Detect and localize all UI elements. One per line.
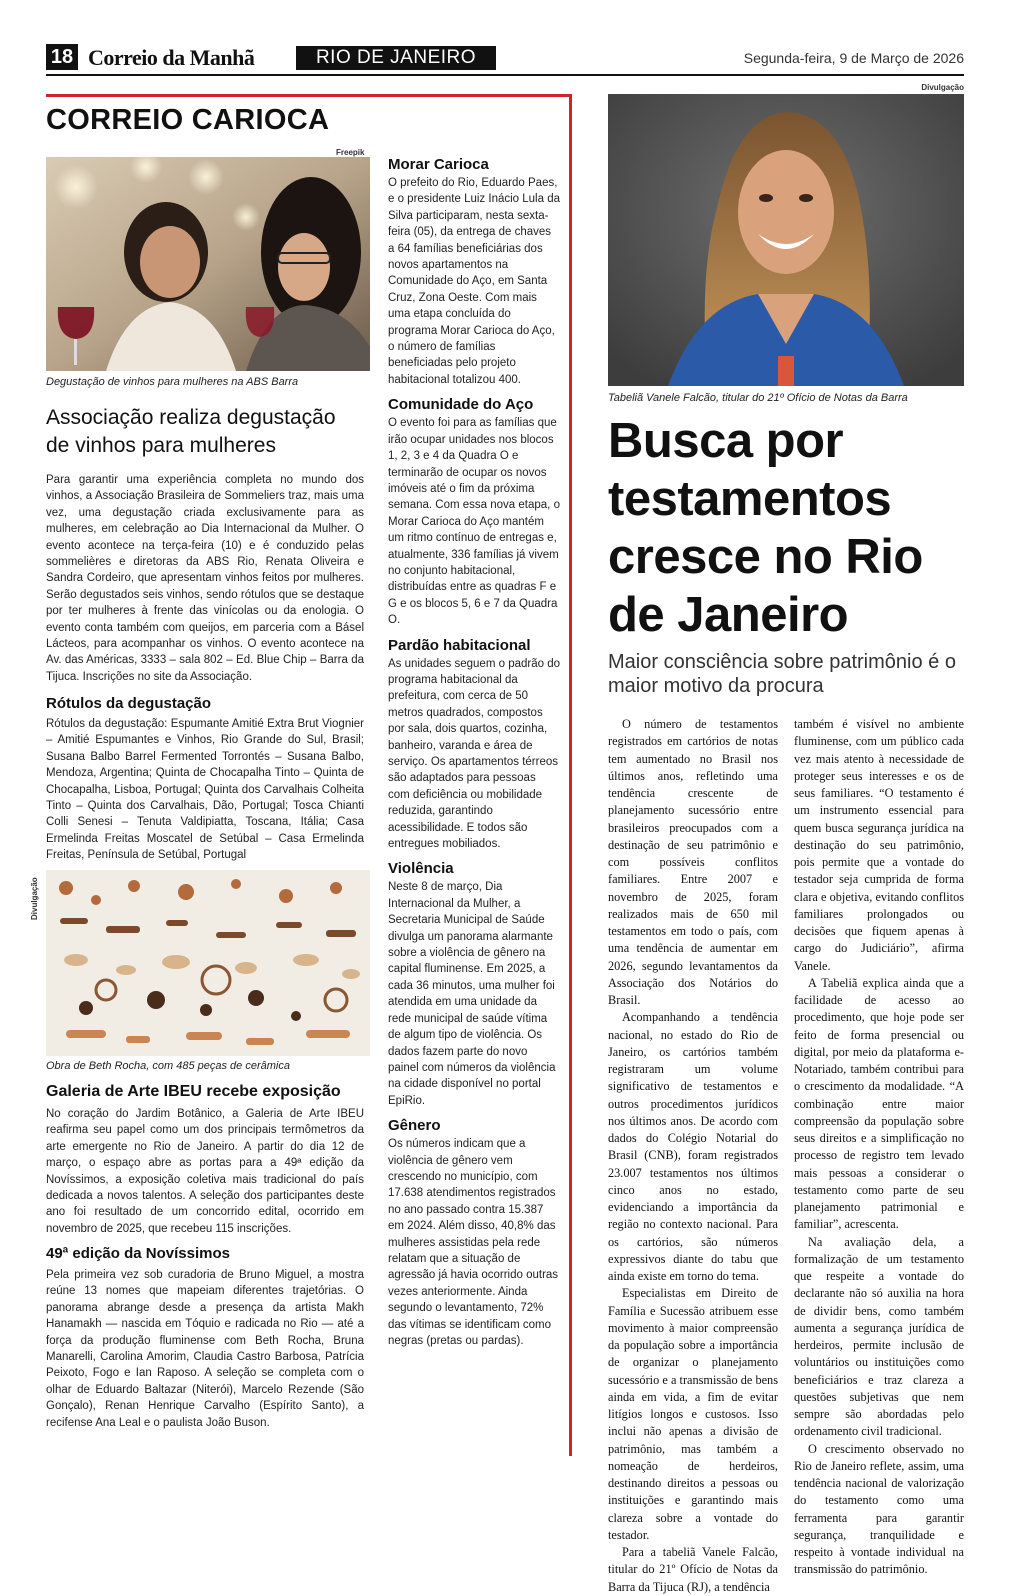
- column-subheading: Morar Carioca: [388, 156, 489, 173]
- masthead: Correio da Manhã: [88, 45, 255, 70]
- main-headline: Busca por testamentos cresce no Rio de Janeiro: [608, 414, 923, 642]
- story-body: Pela primeira vez sob curadoria de Bruno Miguel, a mostra reúne 13 nomes que mapeiam diferentes trajetórias. O panorama abrange desde a presença da artista Makh Hanamakh — nascida em Tóquio e radicada no Rio — até a força da produção fluminense com Beth Rocha, Bruna Manarelli, Carolina Amorim, Claudia Castro Barbosa, Patrícia Peixoto, Fogo e Ian Raposo. A seleção se completa com o olhar de Eduardo Baltazar (Niterói), Marcelo Rezende (São Gonçalo), Renan Henrique Carvalho (Espírito Santo), a recifense Ana Leal e o paulista João Buson.: [46, 1269, 364, 1429]
- news-column: [388, 156, 560, 1349]
- ceramics-artwork-photo: [46, 870, 370, 1056]
- article-paragraph: O número de testamentos registrados em cartórios de notas tem aumentado no Brasil nos últimos anos, refletindo uma tendência crescente de planejamento sucessório entre brasileiros preocupados com a destinação de seu patrimônio e com possíveis conflitos familiares. Entre 2007 e novembro de 2025, foram realizados mais de 650 mil testamentos em todo o país, com uma tendência de aumentar em 2026, segundo levantamentos da Associação dos Notários do Brasil.: [608, 717, 778, 1007]
- article-column: [794, 716, 964, 1579]
- column-text: Os números indicam que a violência de gênero vem crescendo no município, com 17.638 atendimentos registrados no ano passado contra 15.387 em 2024. Além disso, 40,8% das mulheres assistidas pela rede relatam que a situação de agressão já havia ocorrido outras vezes anteriormente. Ainda segundo o levantamento, 72% das vítimas se identificam como negras (pretas ou pardas).: [388, 1138, 559, 1347]
- story-headline: Galeria de Arte IBEU recebe exposição: [46, 1083, 341, 1100]
- article-paragraph: também é visível no ambiente fluminense, com um público cada vez mais atento à necessidade de proteger seus interesses e os de seus familiares. “O testamento é um instrumento essencial para quem busca segurança jurídica na destinação do seu patrimônio, pois permite que a vontade do testador seja cumprida de forma clara e objetiva, evitando conflitos familiares prolongados ou decisões que fiquem apenas à cargo do Judiciário”, afirma Vanele.: [794, 717, 964, 973]
- page-number: 18: [46, 44, 78, 70]
- article-paragraph: A Tabeliã explica ainda que a facilidade de acesso ao procedimento, que hoje pode ser feito de forma presencial ou digital, por meio da plataforma e-Notariado, também contribui para o crescimento da modalidade. “A combinação entre maior compreensão da população sobre seus direitos e a simplificação no processo de registro tem levado mais pessoas a considerar o testamento como parte de seu planejamento patrimonial e familiar”, acrescenta.: [794, 975, 964, 1232]
- story-subheading: 49ª edição da Novíssimos: [46, 1245, 230, 1262]
- article-paragraph: Acompanhando a tendência nacional, no estado do Rio de Janeiro, os cartórios também registraram um volume significativo de testamentos e outros procedimentos jurídicos nos últimos anos. De acordo com dados do Colégio Notarial do Brasil (CNB), foram registrados 23.007 testamentos nos últimos cinco anos no estado, evidenciando a importância da região no contexto nacional. Para os cartórios, são números expressivos diante do tabu que ainda existe em torno do tema.: [608, 1010, 778, 1283]
- photo-caption: Obra de Beth Rocha, com 485 peças de cerâmica: [46, 1060, 290, 1072]
- story-body: No coração do Jardim Botânico, a Galeria de Arte IBEU reafirma seu papel como um dos principais termômetros da arte emergente no Rio de Janeiro. A partir do dia 12 de março, o espaço abre as portas para a 49ª edição da Novíssimos, a exposição coletiva mais tradicional do país dedicada a novos talentos. A seleção dos participantes deste ano foi resultado de um concorrido edital, ocorrido em novembro de 2025, que recebeu 115 inscrições.: [46, 1108, 364, 1235]
- story-headline: Associação realiza degustação de vinhos para mulheres: [46, 406, 336, 457]
- column-text: Neste 8 de março, Dia Internacional da Mulher, a Secretaria Municipal de Saúde divulga um panorama alarmante sobre a violência de gênero na capital fluminense. Em 2025, a cada 36 minutos, uma mulher foi atendida em uma unidade da rede municipal de saúde vítima de algum tipo de violência. Os dados fazem parte do novo painel com números da violência na cidade disponível no portal EpiRio.: [388, 881, 556, 1107]
- article-paragraph: Especialistas em Direito de Família e Sucessão atribuem esse movimento à maior compreensão da população sobre a importância de organizar o planejamento sucessório e a transmissão de bens ainda em vida, a fim de evitar litígios longos e custosos. Isso inclui não apenas a divisão de patrimônio, mas também a nomeação de herdeiros, destinando direitos a pessoas ou instituições e garantindo mais clareza sobre a vontade do testador.: [608, 1286, 778, 1542]
- column-text: O prefeito do Rio, Eduardo Paes, e o presidente Luiz Inácio Lula da Silva participaram, nesta sexta-feira (05), da entrega de chaves a 64 famílias beneficiárias dos novos apartamentos na Comunidade do Aço, em Santa Cruz, Zona Oeste. Com mais uma etapa concluída do programa Morar Carioca do Aço, o número de famílias beneficiadas pelo projeto habitacional totalizou 400.: [388, 177, 560, 386]
- headline-deck: Maior consciência sobre patrimônio é o maior motivo da procura: [608, 651, 956, 697]
- photo-credit: Freepik: [336, 148, 365, 157]
- section-label: RIO DE JANEIRO: [296, 46, 496, 70]
- article-paragraph: Na avaliação dela, a formalização de um testamento que respeite a vontade do declarante não só auxilia na hora de dividir bens, como também aumenta a segurança jurídica de herdeiros, permite inclusão de voluntários ou instituições como beneficiários e traz clareza a questões subjetivas que nem sempre são abordadas pelo ordenamento civil tradicional.: [794, 1234, 964, 1439]
- column-subheading: Violência: [388, 860, 454, 878]
- portrait-photo: [608, 94, 964, 386]
- issue-date: Segunda-feira, 9 de Março de 2026: [743, 50, 964, 66]
- column-text: As unidades seguem o padrão do programa habitacional da prefeitura, com cerca de 50 metros quadrados, compostos por sala, dois quartos, cozinha, banheiro, varanda e área de serviço. Os apartamentos térreos são adaptados para pessoas com deficiência ou mobilidade reduzida, garantindo acessibilidade. E todos são entregues mobiliados.: [388, 657, 560, 851]
- column-subheading: Comunidade do Aço: [388, 396, 534, 414]
- story-subheading: Rótulos da degustação: [46, 695, 212, 712]
- photo-credit: Divulgação: [30, 877, 39, 920]
- column-top-rule: [46, 94, 572, 97]
- column-title: CORREIO CARIOCA: [46, 104, 330, 136]
- story-body: Rótulos da degustação: Espumante Amitié Extra Brut Viognier – Amitié Espumantes e Vinhos, Rio Grande do Sul, Brasil; Susana Balbo Barrel Fermented Torrontés – Susana Balbo, Mendoza, Argentina; Quinta de Chocapalha Tinto – Quinta de Chocapalha, Lisboa, Portugal; Quinta dos Carvalhais Colheita Tinto – Quinta dos Carvalhais, Dão, Portugal; Tosca Chianti Colli Senesi – Tenuta Valdipiatta, Toscana, Itália; Casa Ermelinda Freitas Moscatel de Setúbal – Casa Ermelinda Freitas, Península de Setúbal, Portugal: [46, 718, 364, 862]
- article-column: [608, 716, 778, 1596]
- photo-caption: Tabeliã Vanele Falcão, titular do 21º Ofício de Notas da Barra: [608, 392, 908, 404]
- column-subheading: Gênero: [388, 1117, 441, 1135]
- column-subheading: Pardão habitacional: [388, 636, 531, 654]
- article-paragraph: O crescimento observado no Rio de Janeiro reflete, assim, uma tendência nacional de valorização do testamento como uma ferramenta para garantir segurança, tranquilidade e respeito à vontade individual na transmissão do patrimônio.: [794, 1441, 964, 1577]
- column-side-rule: [569, 94, 572, 1456]
- header-rule: [46, 74, 964, 76]
- wine-tasting-photo: [46, 157, 370, 371]
- column-text: O evento foi para as famílias que irão ocupar unidades nos blocos 1, 2, 3 e 4 da Quadra O e terminarão de ocupar os novos imóveis até o fim da próxima semana. Com essa nova etapa, o Morar Carioca do Aço mantém um ritmo contínuo de entregas e, atualmente, 336 famílias já vivem no conjunto habitacional, distribuídas entre as quadras F e G e os blocos 5, 6 e 7 da Quadra O.: [388, 417, 560, 627]
- article-paragraph: Para a tabeliã Vanele Falcão, titular do 21º Ofício de Notas da Barra da Tijuca (RJ), a tendência: [608, 1545, 778, 1594]
- photo-caption: Degustação de vinhos para mulheres na ABS Barra: [46, 376, 299, 388]
- story-body: Para garantir uma experiência completa no mundo dos vinhos, a Associação Brasileira de Sommeliers traz, mais uma vez, uma degustação criada exclusivamente para as mulheres, em celebração ao Dia Internacional da Mulher. O evento acontece na terça-feira (10) e é conduzido pelas sommelières e diretoras da ABS Rio, Renata Oliveira e Sandra Cordeiro, que apresentam vinhos feitos por mulheres. Serão degustados seis vinhos, sendo rótulos que se destaque por ter mulheres à frente das vinícolas ou da enologia. O evento conta também com queijos, em parceria com a Básel Lácteos, para acompanhar os vinhos. O evento acontece na Av. das Américas, 3333 – sala 802 – Ed. Blue Chip – Barra da Tijuca. Inscrições no site da Associação.: [46, 474, 364, 683]
- photo-credit: Divulgação: [921, 83, 964, 92]
